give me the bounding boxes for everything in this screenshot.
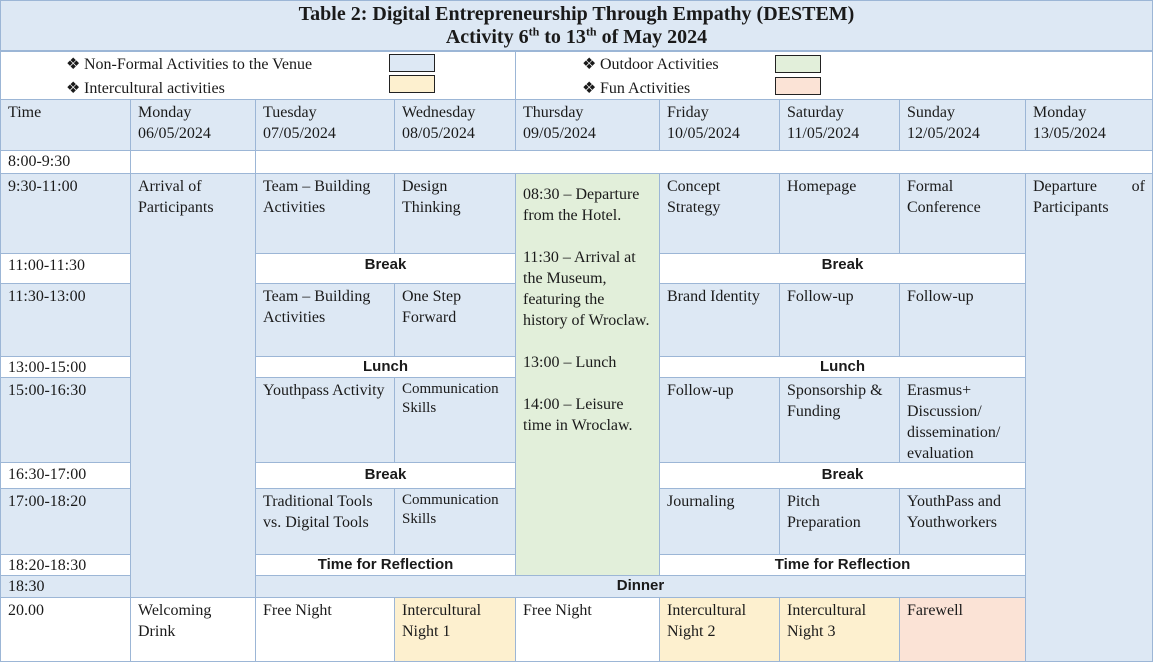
diamond-bullet-icon: ❖ [582,80,597,97]
legend-item-non-formal: ❖ Non-Formal Activities to the Venue [66,56,313,73]
title-line-1: Table 2: Digital Entrepreneurship Through Empathy (DESTEM) [298,3,855,25]
lunch-cell: Lunch [659,356,1026,378]
header-monday: Monday 06/05/2024 [130,99,256,151]
intercultural-cell: Intercultural Night 1 [394,597,516,662]
header-time: Time [0,99,131,151]
departure-of-participants: Departure of Participants [1025,173,1153,662]
time-slot: 11:30-13:00 [0,283,131,357]
activity-cell: Welcoming Drink [130,597,256,662]
lunch-cell: Lunch [255,356,516,378]
header-friday: Friday 10/05/2024 [659,99,780,151]
activity-cell: Journaling [659,488,780,555]
activity-cell: Free Night [255,597,395,662]
legend-item-outdoor: ❖ Outdoor Activities [582,56,719,73]
time-slot: 18:20-18:30 [0,554,131,576]
legend-item-fun: ❖ Fun Activities [582,80,691,97]
header-monday-2: Monday 13/05/2024 [1025,99,1153,151]
activity-cell: Sponsorship & Funding [779,377,900,463]
break-cell: Break [659,462,1026,489]
diamond-bullet-icon: ❖ [66,56,81,73]
activity-cell: Traditional Tools vs. Digital Tools [255,488,395,555]
time-slot: 9:30-11:00 [0,173,131,254]
activity-cell: Communication Skills [394,377,516,463]
activity-cell: Team – Building Activities [255,173,395,254]
activity-cell: Homepage [779,173,900,254]
intercultural-cell: Intercultural Night 2 [659,597,780,662]
activity-cell: Follow-up [659,377,780,463]
legend-item-intercultural: ❖ Intercultural activities [66,80,225,97]
arrival-of-participants: Arrival of Participants [130,173,256,598]
header-tuesday: Tuesday 07/05/2024 [255,99,395,151]
activity-cell: One Step Forward [394,283,516,357]
thursday-outdoor-activities: 08:30 – Departure from the Hotel. 11:30 – Arrival at the Museum, featuring the history of Wroclaw. 13:00 – Lunch 14:00 – Leisure time in Wroclaw. [515,173,660,576]
activity-cell: Free Night [515,597,660,662]
empty-cell [130,150,256,174]
header-sunday: Sunday 12/05/2024 [899,99,1026,151]
intercultural-cell: Intercultural Night 3 [779,597,900,662]
activity-cell: Brand Identity [659,283,780,357]
legend-swatch-non-formal [389,54,435,72]
diamond-bullet-icon: ❖ [582,56,597,73]
header-saturday: Saturday 11/05/2024 [779,99,900,151]
break-cell: Break [255,462,516,489]
header-wednesday: Wednesday 08/05/2024 [394,99,516,151]
activity-cell: Follow-up [899,283,1026,357]
activity-cell: YouthPass and Youthworkers [899,488,1026,555]
legend-swatch-fun [775,77,821,95]
break-cell: Break [255,253,516,284]
time-slot: 20.00 [0,597,131,662]
break-cell: Break [659,253,1026,284]
activity-cell: Team – Building Activities [255,283,395,357]
header-thursday: Thursday 09/05/2024 [515,99,660,151]
activity-cell: Communication Skills [394,488,516,555]
time-slot: 11:00-11:30 [0,253,131,284]
reflection-cell: Time for Reflection [659,554,1026,576]
activity-cell: Follow-up [779,283,900,357]
title-line-2: Activity 6th to 13th of May 2024 [445,24,708,48]
activity-cell: Design Thinking [394,173,516,254]
time-slot: 18:30 [0,575,131,598]
activity-cell: Formal Conference [899,173,1026,254]
activity-cell: Youthpass Activity [255,377,395,463]
activity-cell: Concept Strategy [659,173,780,254]
time-slot: 15:00-16:30 [0,377,131,463]
legend-swatch-intercultural [389,75,435,93]
time-slot: 16:30-17:00 [0,462,131,489]
time-slot: 13:00-15:00 [0,356,131,378]
fun-cell: Farewell [899,597,1026,662]
activity-cell: Pitch Preparation [779,488,900,555]
empty-cell [255,150,1153,174]
activity-cell: Erasmus+ Discussion/ dissemination/ evaluation [899,377,1026,463]
diamond-bullet-icon: ❖ [66,80,81,97]
time-slot: 17:00-18:20 [0,488,131,555]
dinner-cell: Dinner [255,575,1026,598]
table-title [0,0,1153,51]
reflection-cell: Time for Reflection [255,554,516,576]
time-slot: 8:00-9:30 [0,150,131,174]
legend-swatch-outdoor [775,55,821,73]
